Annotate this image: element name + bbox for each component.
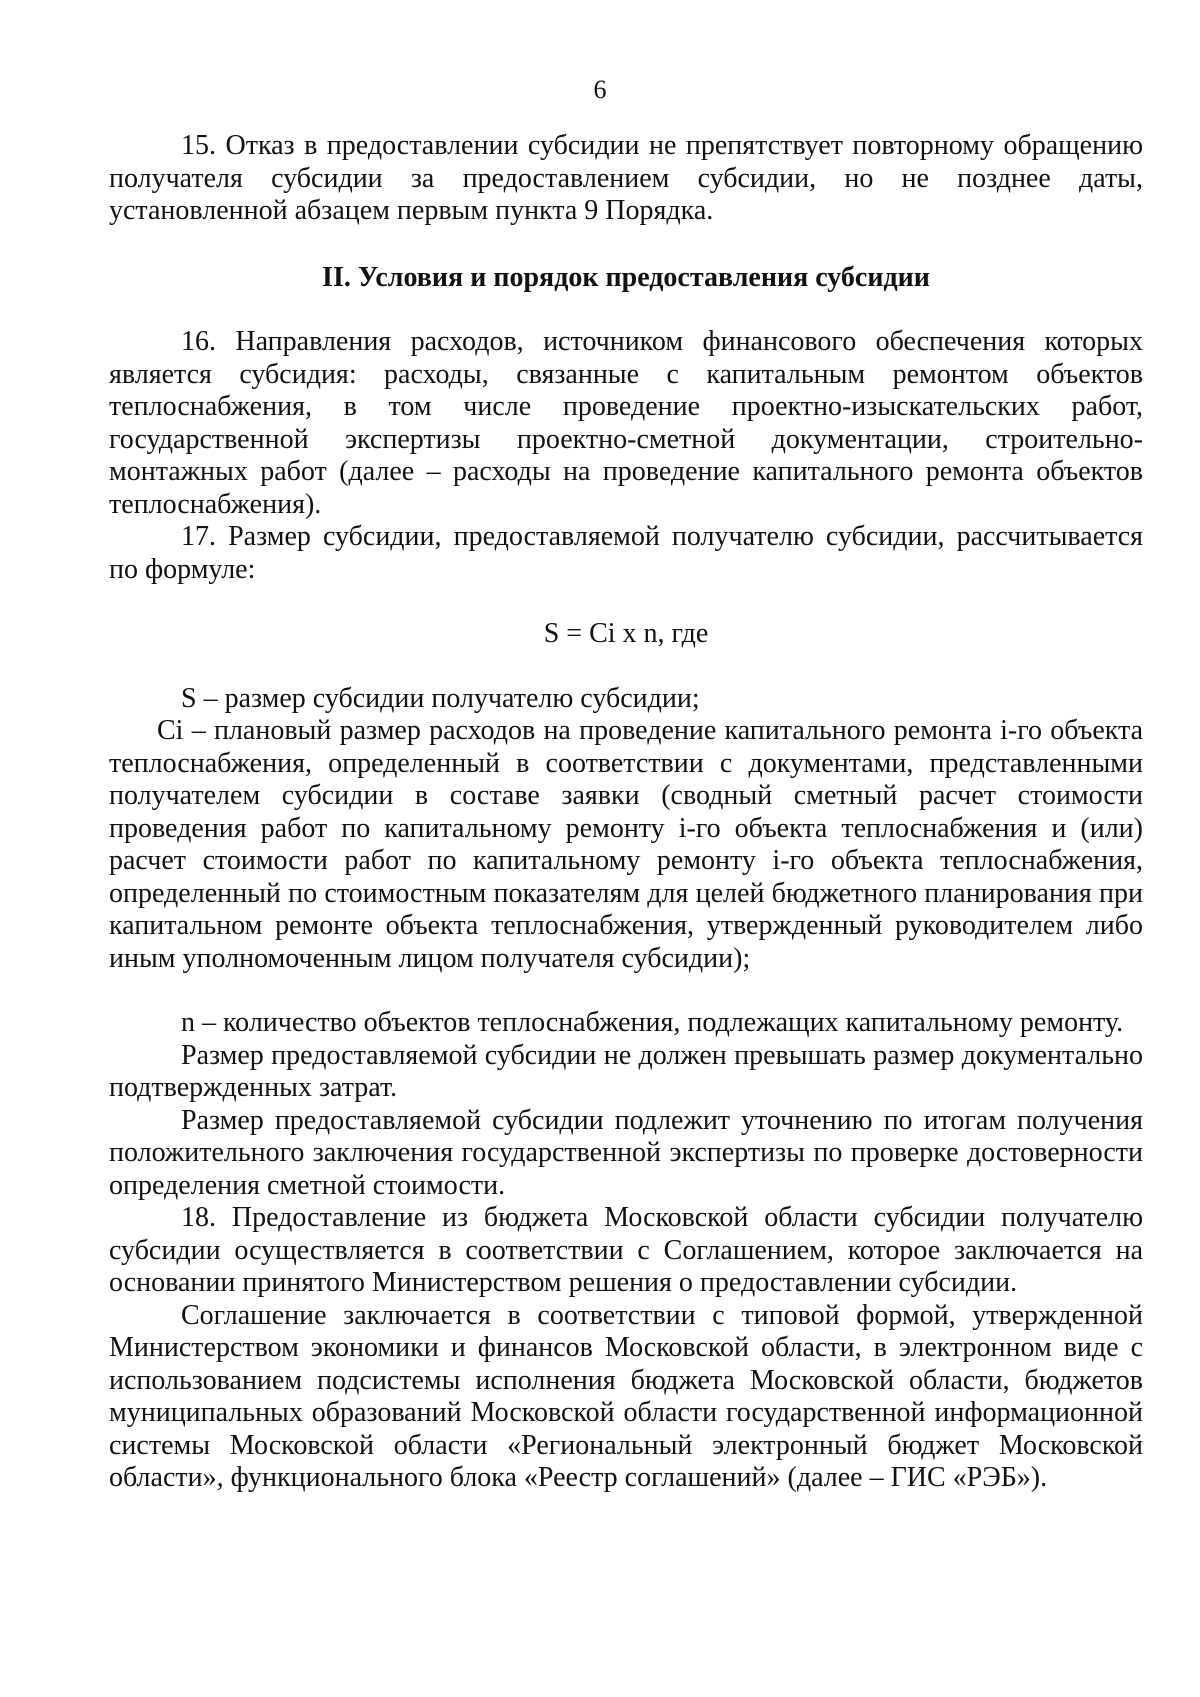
paragraph-refine: Размер предоставляемой субсидии подлежит уточнению по итогам получения положительного заключения государственной экспертизы по проверке достоверности определения сметной стоимости.: [109, 1104, 1143, 1201]
section-heading: II. Условия и порядок предоставления субсидии: [322, 261, 930, 293]
formula: S = Ci x n, где: [543, 618, 709, 649]
paragraph-17: 17. Размер субсидии, предоставляемой получателю субсидии, рассчитывается по формуле:: [109, 521, 1143, 585]
paragraph-agreement: Соглашение заключается в соответствии с типовой формой, утвержденной Министерством экономики и финансов Московской области, в электронном виде с использованием подсистемы исполнения бюджета Московской области, бюджетов муниципальных образований Московской области государственной информационной системы Московской области «Региональный электронный бюджет Московской области», функционального блока «Реестр соглашений» (далее – ГИС «РЭБ»).: [109, 1299, 1143, 1493]
definition-s: S – размер субсидии получателю субсидии;: [181, 682, 700, 714]
page-number: 6: [593, 75, 607, 104]
paragraph-15: 15. Отказ в предоставлении субсидии не препятствует повторному обращению получателя субсидии за предоставлением субсидии, но не позднее даты, установленной абзацем первым пункта 9 Порядка.: [109, 130, 1143, 226]
definition-ci: Ci – плановый размер расходов на проведение капитального ремонта i-го объекта теплоснабжения, определенный в соответствии с документами, представленными получателем субсидии в составе заявки (сводный сметный расчет стоимости проведения работ по капитальному ремонту i-го объекта теплоснабжения и (или) расчет стоимости работ по капитальному ремонту i-го объекта теплоснабжения, определенный по стоимостным показателям для целей бюджетного планирования при капитальном ремонте объекта теплоснабжения, утвержденный руководителем либо иным уполномоченным лицом получателя субсидии);: [109, 715, 1143, 974]
paragraph-limit: Размер предоставляемой субсидии не должен превышать размер документально подтвержденных затрат.: [109, 1039, 1143, 1103]
definition-n: n – количество объектов теплоснабжения, подлежащих капитальному ремонту.: [181, 1007, 1124, 1038]
paragraph-16: 16. Направления расходов, источником финансового обеспечения которых является субсидия: расходы, связанные с капитальным ремонтом объектов теплоснабжения, в том числе проведение проектно-изыскательских работ, государственной экспертизы проектно-сметной документации, строительно-монтажных работ (далее – расходы на проведение капитального ремонта объектов теплоснабжения).: [109, 326, 1143, 520]
paragraph-18: 18. Предоставление из бюджета Московской области субсидии получателю субсидии осуществляется в соответствии с Соглашением, которое заключается на основании принятого Министерством решения о предоставлении субсидии.: [109, 1202, 1143, 1298]
document-body: [109, 130, 1143, 1495]
